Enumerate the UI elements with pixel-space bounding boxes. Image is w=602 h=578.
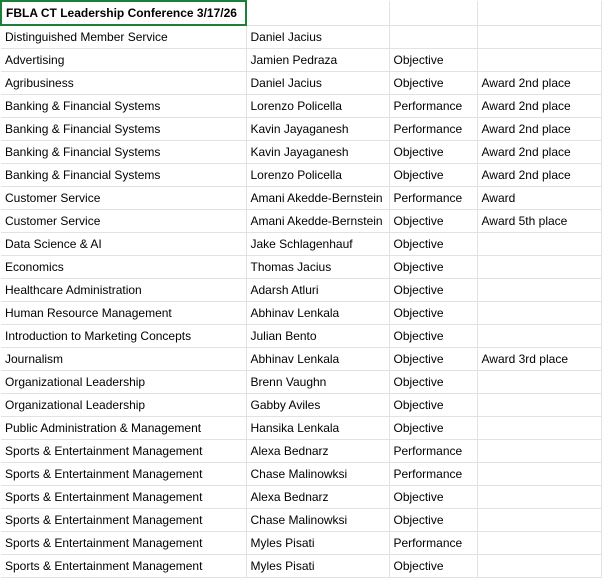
event-cell[interactable]: Healthcare Administration: [1, 279, 246, 302]
name-cell[interactable]: Kavin Jayaganesh: [246, 141, 389, 164]
name-cell[interactable]: Julian Bento: [246, 325, 389, 348]
table-row: [1, 486, 601, 509]
award-cell[interactable]: [477, 49, 601, 72]
event-cell[interactable]: Data Science & AI: [1, 233, 246, 256]
type-cell[interactable]: Objective: [389, 325, 477, 348]
event-cell[interactable]: Organizational Leadership: [1, 371, 246, 394]
type-cell[interactable]: Objective: [389, 233, 477, 256]
award-cell[interactable]: [477, 325, 601, 348]
award-cell[interactable]: [477, 279, 601, 302]
type-cell[interactable]: Objective: [389, 256, 477, 279]
name-cell[interactable]: Chase Malinowksi: [246, 509, 389, 532]
award-cell[interactable]: [477, 371, 601, 394]
type-cell[interactable]: Performance: [389, 95, 477, 118]
type-cell[interactable]: Objective: [389, 164, 477, 187]
table-row: [1, 187, 601, 210]
event-cell[interactable]: Public Administration & Management: [1, 417, 246, 440]
empty-cell[interactable]: [246, 1, 389, 25]
type-cell[interactable]: Objective: [389, 417, 477, 440]
award-cell[interactable]: [477, 555, 601, 578]
event-cell[interactable]: Customer Service: [1, 187, 246, 210]
name-cell[interactable]: Abhinav Lenkala: [246, 348, 389, 371]
table-row: [1, 555, 601, 578]
name-cell[interactable]: Myles Pisati: [246, 555, 389, 578]
event-cell[interactable]: Introduction to Marketing Concepts: [1, 325, 246, 348]
type-cell[interactable]: Objective: [389, 371, 477, 394]
table-row: [1, 279, 601, 302]
type-cell[interactable]: Performance: [389, 463, 477, 486]
table-row: [1, 72, 601, 95]
name-cell[interactable]: Chase Malinowksi: [246, 463, 389, 486]
award-cell[interactable]: Award 2nd place: [477, 118, 601, 141]
name-cell[interactable]: Alexa Bednarz: [246, 486, 389, 509]
table-row: [1, 417, 601, 440]
type-cell[interactable]: Objective: [389, 49, 477, 72]
name-cell[interactable]: Amani Akedde-Bernstein: [246, 187, 389, 210]
type-cell[interactable]: Objective: [389, 302, 477, 325]
award-cell[interactable]: [477, 302, 601, 325]
type-cell[interactable]: Objective: [389, 486, 477, 509]
event-cell[interactable]: Banking & Financial Systems: [1, 95, 246, 118]
table-row: [1, 164, 601, 187]
event-cell[interactable]: Distinguished Member Service: [1, 25, 246, 49]
table-row: [1, 463, 601, 486]
name-cell[interactable]: Thomas Jacius: [246, 256, 389, 279]
award-cell[interactable]: Award 2nd place: [477, 95, 601, 118]
type-cell[interactable]: Objective: [389, 394, 477, 417]
name-cell[interactable]: Jamien Pedraza: [246, 49, 389, 72]
event-cell[interactable]: Journalism: [1, 348, 246, 371]
event-cell[interactable]: Economics: [1, 256, 246, 279]
event-cell[interactable]: Sports & Entertainment Management: [1, 440, 246, 463]
name-cell[interactable]: Lorenzo Policella: [246, 95, 389, 118]
table-row: [1, 440, 601, 463]
name-cell[interactable]: Daniel Jacius: [246, 72, 389, 95]
name-cell[interactable]: Gabby Aviles: [246, 394, 389, 417]
name-cell[interactable]: Abhinav Lenkala: [246, 302, 389, 325]
award-cell[interactable]: [477, 233, 601, 256]
event-cell[interactable]: Sports & Entertainment Management: [1, 486, 246, 509]
name-cell[interactable]: Hansika Lenkala: [246, 417, 389, 440]
event-cell[interactable]: Banking & Financial Systems: [1, 118, 246, 141]
name-cell[interactable]: Jake Schlagenhauf: [246, 233, 389, 256]
name-cell[interactable]: Kavin Jayaganesh: [246, 118, 389, 141]
name-cell[interactable]: Alexa Bednarz: [246, 440, 389, 463]
empty-cell[interactable]: [389, 1, 477, 25]
table-row: [1, 25, 601, 49]
type-cell[interactable]: Objective: [389, 279, 477, 302]
event-cell[interactable]: Human Resource Management: [1, 302, 246, 325]
award-cell[interactable]: [477, 417, 601, 440]
award-cell[interactable]: [477, 532, 601, 555]
award-cell[interactable]: [477, 509, 601, 532]
award-cell[interactable]: [477, 440, 601, 463]
type-cell[interactable]: Objective: [389, 555, 477, 578]
type-cell[interactable]: Performance: [389, 440, 477, 463]
table-row: [1, 325, 601, 348]
award-cell[interactable]: Award 3rd place: [477, 348, 601, 371]
table-row: [1, 49, 601, 72]
table-row: [1, 233, 601, 256]
event-cell[interactable]: Sports & Entertainment Management: [1, 532, 246, 555]
name-cell[interactable]: Amani Akedde-Bernstein: [246, 210, 389, 233]
type-cell[interactable]: [389, 25, 477, 49]
table-row: [1, 118, 601, 141]
table-row: [1, 509, 601, 532]
award-cell[interactable]: Award 2nd place: [477, 141, 601, 164]
type-cell[interactable]: Objective: [389, 509, 477, 532]
name-cell[interactable]: Adarsh Atluri: [246, 279, 389, 302]
award-cell[interactable]: [477, 394, 601, 417]
table-row: [1, 95, 601, 118]
name-cell[interactable]: Daniel Jacius: [246, 25, 389, 49]
type-cell[interactable]: Objective: [389, 141, 477, 164]
award-cell[interactable]: Award 2nd place: [477, 164, 601, 187]
table-row: [1, 394, 601, 417]
table-row: [1, 348, 601, 371]
table-row: [1, 371, 601, 394]
type-cell[interactable]: Performance: [389, 532, 477, 555]
empty-cell[interactable]: [477, 1, 601, 25]
event-cell[interactable]: Sports & Entertainment Management: [1, 509, 246, 532]
table-row: [1, 256, 601, 279]
name-cell[interactable]: Lorenzo Policella: [246, 164, 389, 187]
type-cell[interactable]: Performance: [389, 118, 477, 141]
type-cell[interactable]: Objective: [389, 72, 477, 95]
event-cell[interactable]: Organizational Leadership: [1, 394, 246, 417]
award-cell[interactable]: Award: [477, 187, 601, 210]
type-cell[interactable]: Performance: [389, 187, 477, 210]
type-cell[interactable]: Objective: [389, 210, 477, 233]
name-cell[interactable]: Brenn Vaughn: [246, 371, 389, 394]
event-cell[interactable]: Sports & Entertainment Management: [1, 463, 246, 486]
award-cell[interactable]: [477, 486, 601, 509]
award-cell[interactable]: [477, 25, 601, 49]
name-cell[interactable]: Myles Pisati: [246, 532, 389, 555]
award-cell[interactable]: [477, 256, 601, 279]
event-cell[interactable]: Banking & Financial Systems: [1, 164, 246, 187]
title-row: [1, 1, 601, 25]
award-cell[interactable]: Award 2nd place: [477, 72, 601, 95]
table-row: [1, 532, 601, 555]
award-cell[interactable]: Award 5th place: [477, 210, 601, 233]
title-cell[interactable]: FBLA CT Leadership Conference 3/17/26: [1, 1, 246, 25]
event-cell[interactable]: Customer Service: [1, 210, 246, 233]
table-row: [1, 210, 601, 233]
event-cell[interactable]: Agribusiness: [1, 72, 246, 95]
event-cell[interactable]: Advertising: [1, 49, 246, 72]
event-cell[interactable]: Banking & Financial Systems: [1, 141, 246, 164]
table-row: [1, 141, 601, 164]
event-cell[interactable]: Sports & Entertainment Management: [1, 555, 246, 578]
table-row: [1, 302, 601, 325]
award-cell[interactable]: [477, 463, 601, 486]
type-cell[interactable]: Objective: [389, 348, 477, 371]
